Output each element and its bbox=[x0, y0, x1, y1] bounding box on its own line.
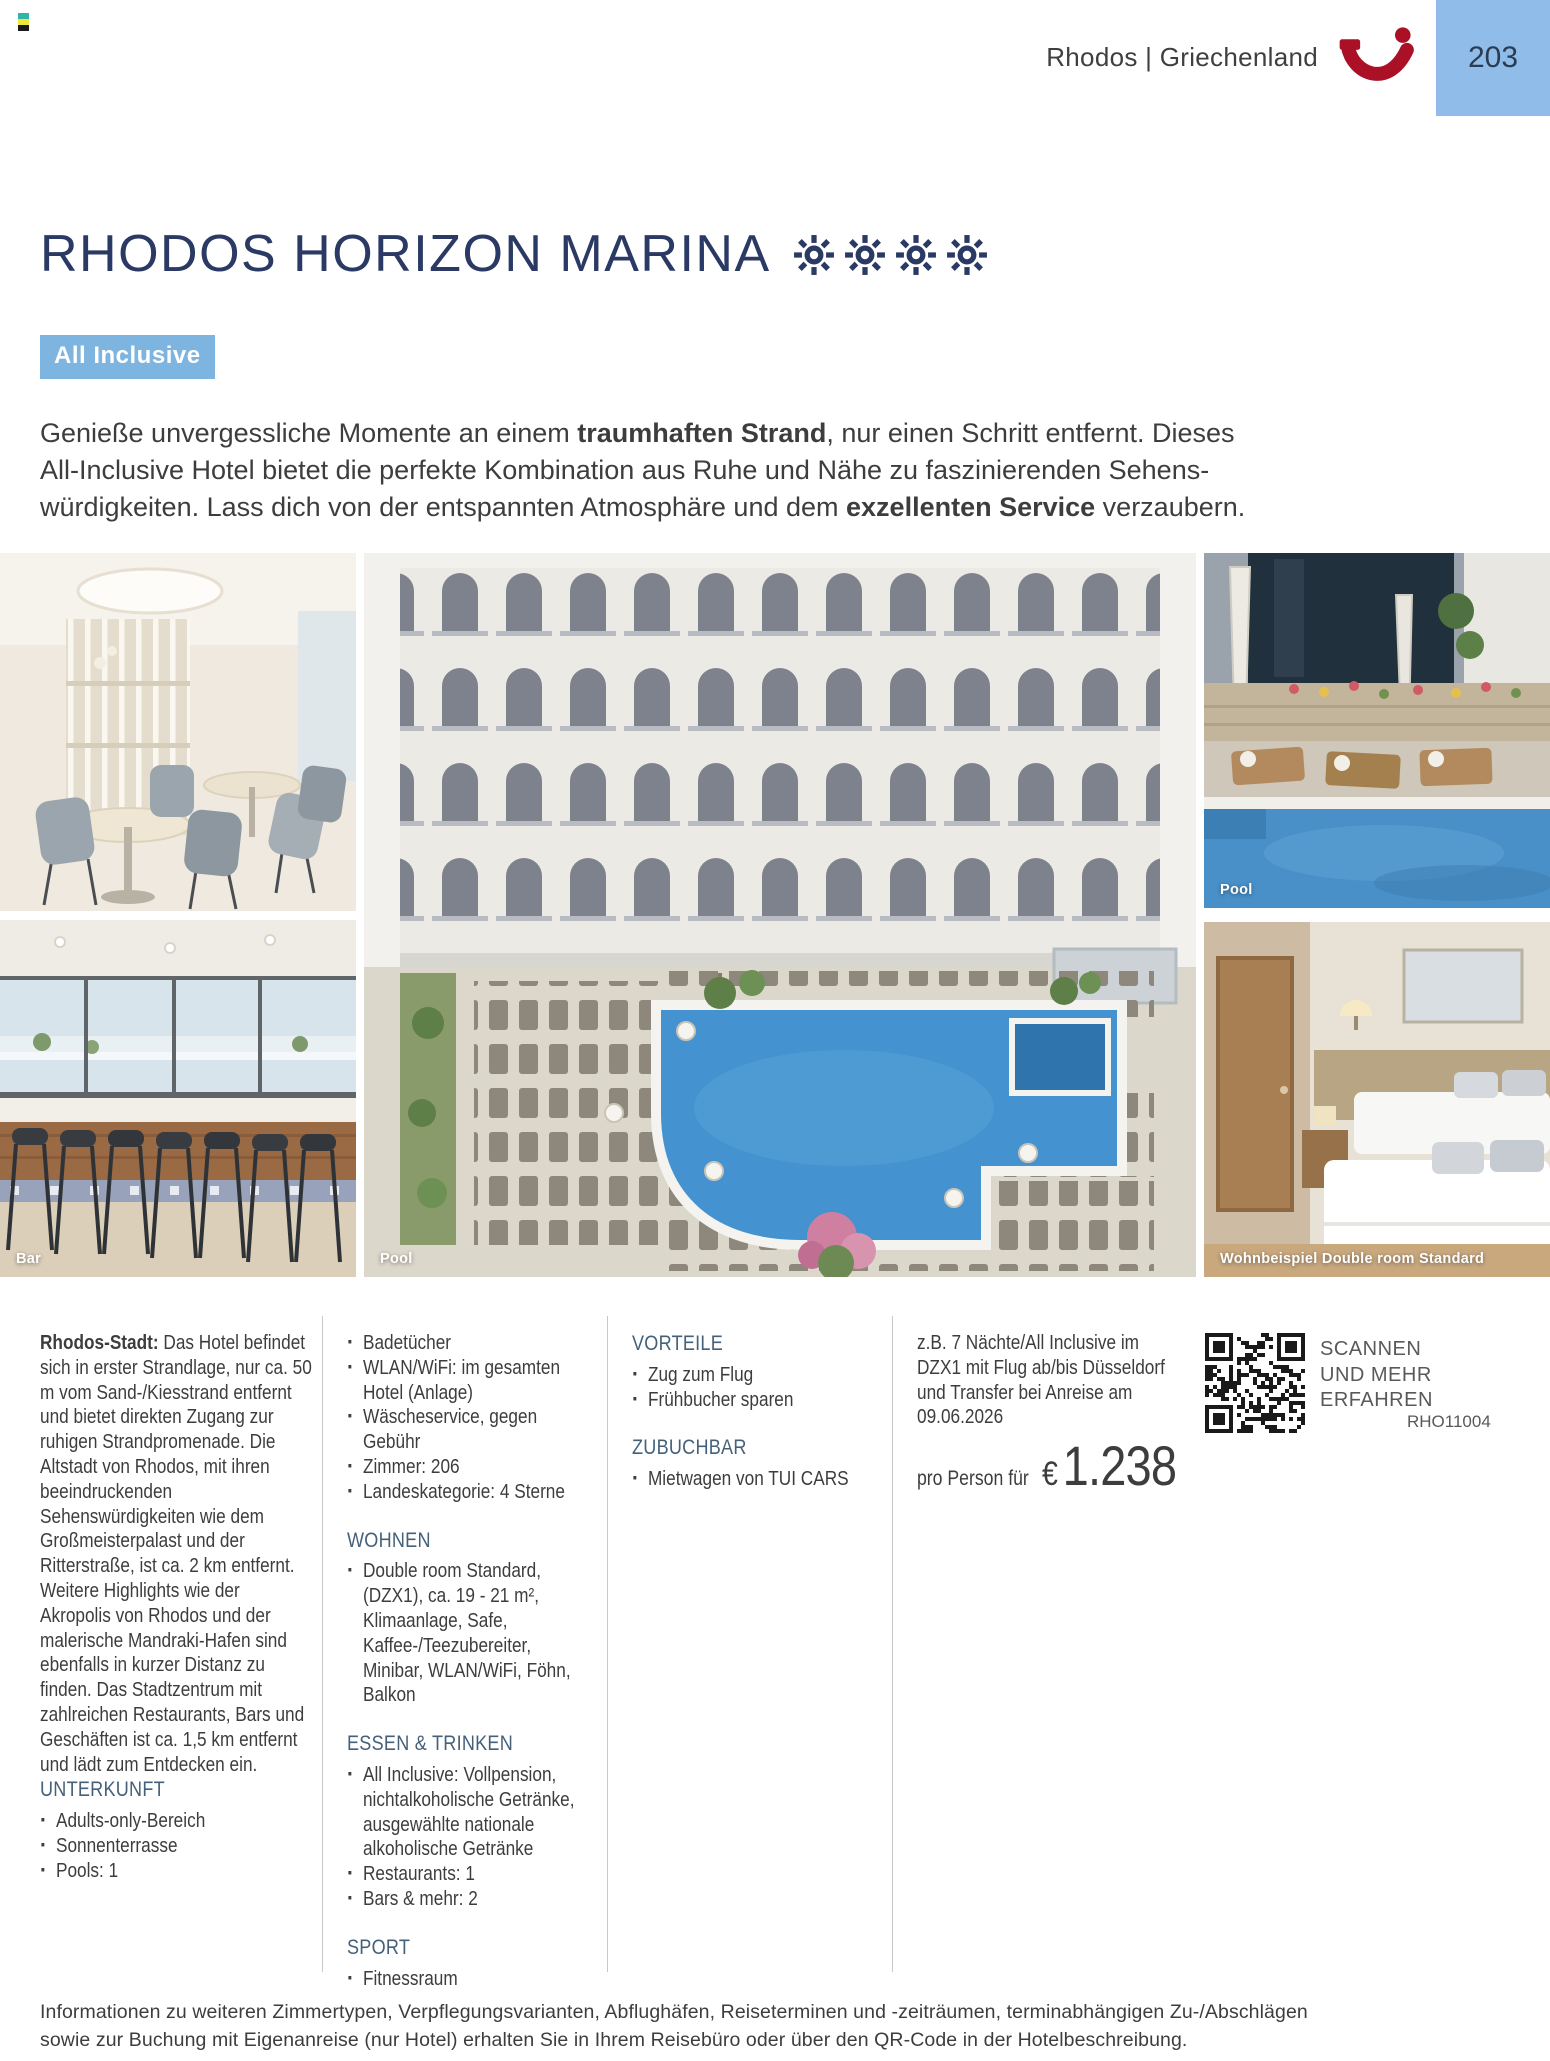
scan-hint-text: SCANNEN UND MEHR ERFAHREN bbox=[1320, 1338, 1433, 1411]
bullet-item: ▪ Zimmer: 206 bbox=[347, 1455, 592, 1480]
location-paragraph: Rhodos-Stadt: Das Hotel befindet sich in erster Strandlage, nur ca. 50 m vom Sand-/Kiesstrand entfernt und bietet direkten Zugang zur ruhigen Strandpromenade. Die Altstadt von Rhodos, mit ihren beeindruckenden Sehenswürdigkeiten wie dem Großmeisterpalast und der Ritterstraße, ist ca. 2 km entfernt. Weitere Highlights wie der Akropolis von Rhodos und der malerische Mandraki-Hafen sind ebenfalls in kurzer Distanz zu finden. Das Stadtzentrum mit zahlreichen Restaurants, Bars und Geschäften ist ca. 1,5 km entfernt und lädt zum Entdecken ein. bbox=[40, 1331, 312, 1776]
bullet-item: ▪ Restaurants: 1 bbox=[347, 1862, 592, 1887]
bullet-item: ▪ Adults-only-Bereich bbox=[40, 1809, 314, 1834]
offer-text: z.B. 7 Nächte/All Inclusive im DZX1 mit Flug ab/bis Düsseldorf und Transfer bei Anreise am 09.06.2026 bbox=[917, 1331, 1165, 1429]
sun-icon bbox=[946, 234, 988, 276]
bullet-item: ▪ Zug zum Flug bbox=[632, 1363, 884, 1388]
photo-caption: Pool bbox=[380, 1251, 413, 1267]
bullet-list bbox=[347, 1763, 592, 1912]
bullet-item: ▪ Pools: 1 bbox=[40, 1859, 314, 1884]
qr-block bbox=[1205, 1333, 1550, 1463]
footer-note bbox=[40, 1999, 1308, 2054]
section-heading: WOHNEN bbox=[347, 1527, 431, 1552]
column-offer bbox=[917, 1331, 1177, 1498]
bullet-item: ▪ Wäscheservice, gegen Gebühr bbox=[347, 1405, 592, 1455]
print-registration-mark bbox=[18, 13, 29, 31]
star-rating bbox=[793, 234, 988, 276]
intro-line: würdigkeiten. Lass dich von der entspannten Atmosphäre und dem exzellenten Service verzaubern. bbox=[40, 492, 1246, 522]
offer-code: RHO11004 bbox=[1407, 1412, 1491, 1431]
bullet-item: ▪ Bars & mehr: 2 bbox=[347, 1887, 592, 1912]
column-divider bbox=[892, 1316, 893, 1972]
footer-line-2: sowie zur Buchung mit Eigenanreise (nur Hotel) erhalten Sie in Ihrem Reisebüro oder über den QR-Code in der Hotelbeschreibung. bbox=[40, 2028, 1188, 2051]
bullet-item: ▪ Badetücher bbox=[347, 1331, 592, 1356]
section-heading: ESSEN & TRINKEN bbox=[347, 1731, 514, 1756]
location-lead: Rhodos-Stadt: bbox=[40, 1331, 159, 1354]
bullet-list bbox=[347, 1967, 592, 1992]
footer-line-1: Informationen zu weiteren Zimmertypen, Verpflegungsvarianten, Abflughäfen, Reiseterminen und -zeiträumen, terminabhängigen Zu-/Abschlägen bbox=[40, 2001, 1308, 2023]
hotel-title: RHODOS HORIZON MARINA bbox=[40, 225, 771, 283]
sun-icon bbox=[895, 234, 937, 276]
section-heading: SPORT bbox=[347, 1934, 411, 1959]
bullet-item: ▪ WLAN/WiFi: im gesamten Hotel (Anlage) bbox=[347, 1356, 592, 1406]
column-location bbox=[40, 1331, 314, 1884]
bullet-list bbox=[40, 1809, 314, 1883]
photo-caption: Pool bbox=[1220, 882, 1253, 898]
tui-logo-icon bbox=[1338, 24, 1420, 102]
section-heading: ZUBUCHBAR bbox=[632, 1435, 747, 1460]
photo-restaurant bbox=[0, 553, 356, 911]
price-label: pro Person für bbox=[917, 1467, 1029, 1491]
bullet-list bbox=[632, 1363, 884, 1413]
page-number: 203 bbox=[1467, 41, 1519, 74]
header-location: Rhodos | Griechenland bbox=[1046, 42, 1318, 72]
photo-bar bbox=[0, 920, 356, 1277]
column-advantages bbox=[632, 1331, 884, 1492]
photo-pool-aerial bbox=[364, 553, 1196, 1277]
section-heading: UNTERKUNFT bbox=[40, 1777, 165, 1802]
bullet-item: ▪ All Inclusive: Vollpension, nichtalkoholische Getränke, ausgewählte nationale alkoholische Getränke bbox=[347, 1763, 592, 1862]
bullet-item: ▪ Sonnenterrasse bbox=[40, 1834, 314, 1859]
bullet-list bbox=[347, 1331, 592, 1505]
bullet-item: ▪ Landeskategorie: 4 Sterne bbox=[347, 1480, 592, 1505]
photo-pool bbox=[1204, 553, 1550, 908]
qr-code bbox=[1205, 1333, 1305, 1433]
bullet-item: ▪ Fitnessraum bbox=[347, 1967, 592, 1992]
all-inclusive-badge: All Inclusive bbox=[40, 335, 215, 379]
bullet-item: ▪ Double room Standard, (DZX1), ca. 19 - 21 m², Klimaanlage, Safe, Kaffee-/Teezubereiter, Minibar, WLAN/WiFi, Föhn, Balkon bbox=[347, 1559, 592, 1708]
section-heading: VORTEILE bbox=[632, 1331, 724, 1355]
intro-paragraph bbox=[40, 415, 1320, 526]
page-number-box bbox=[1436, 0, 1550, 116]
column-divider bbox=[607, 1316, 608, 1972]
sun-icon bbox=[844, 234, 886, 276]
bullet-item: ▪ Frühbucher sparen bbox=[632, 1388, 884, 1413]
price-value: 1.238 bbox=[1062, 1434, 1177, 1498]
bullet-list bbox=[347, 1559, 592, 1708]
column-facilities bbox=[347, 1331, 592, 1991]
column-divider bbox=[322, 1316, 323, 1972]
photo-room-example bbox=[1204, 922, 1550, 1277]
photo-caption: Wohnbeispiel Double room Standard bbox=[1220, 1251, 1485, 1267]
price-row bbox=[917, 1434, 1177, 1498]
sun-icon bbox=[793, 234, 835, 276]
bullet-list bbox=[632, 1467, 884, 1492]
photo-caption: Bar bbox=[16, 1251, 42, 1267]
euro-sign: € bbox=[1041, 1455, 1058, 1494]
bullet-item: ▪ Mietwagen von TUI CARS bbox=[632, 1467, 884, 1492]
intro-line: Genieße unvergessliche Momente an einem traumhaften Strand, nur einen Schritt entfernt. Dieses bbox=[40, 418, 1235, 448]
intro-line: All-Inclusive Hotel bietet die perfekte Kombination aus Ruhe und Nähe zu faszinierenden Sehens- bbox=[40, 455, 1210, 485]
